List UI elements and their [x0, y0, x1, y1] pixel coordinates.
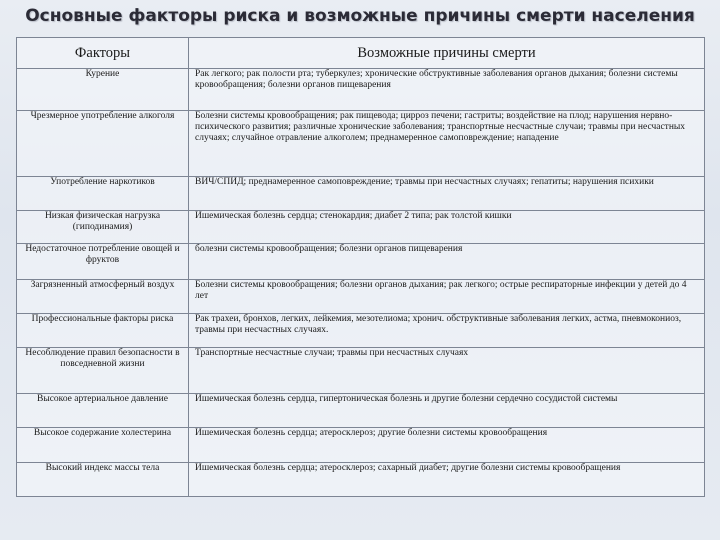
factor-cell: Высокое содержание холестерина — [17, 428, 189, 463]
factor-cell: Профессиональные факторы риска — [17, 314, 189, 348]
table-row — [17, 463, 705, 497]
cause-cell: Транспортные несчастные случаи; травмы при несчастных случаях — [189, 348, 705, 394]
factor-cell: Чрезмерное употребление алкоголя — [17, 111, 189, 177]
table-row — [17, 428, 705, 463]
table-row — [17, 69, 705, 111]
cause-cell: Болезни системы кровообращения; рак пищевода; цирроз печени; гастриты; воздействие на плод; нарушения нервно- психического развития; различные хронические заболевания; транспортные несчастные случаи; травмы при несчастных случаях; случайное отравление алкоголем; преднамеренное самоповреждение; нападение — [189, 111, 705, 177]
table-row — [17, 394, 705, 428]
cause-cell: Рак легкого; рак полости рта; туберкулез; хронические обструктивные заболевания органов дыхания; болезни системы кровообращения; болезни органов пищеварения — [189, 69, 705, 111]
table-row — [17, 280, 705, 314]
factor-cell: Высокий индекс массы тела — [17, 463, 189, 497]
cause-cell: Ишемическая болезнь сердца; атеросклероз; сахарный диабет; другие болезни системы кровообращения — [189, 463, 705, 497]
table-row — [17, 211, 705, 244]
cause-cell: Ишемическая болезнь сердца; атеросклероз; другие болезни системы кровообращения — [189, 428, 705, 463]
cause-cell: ВИЧ/СПИД; преднамеренное самоповреждение; травмы при несчастных случаях; гепатиты; нарушения психики — [189, 177, 705, 211]
factor-cell: Курение — [17, 69, 189, 111]
factor-cell: Употребление наркотиков — [17, 177, 189, 211]
table-row — [17, 244, 705, 280]
risk-factors-table — [16, 37, 705, 497]
cause-cell: Болезни системы кровообращения; болезни органов дыхания; рак легкого; острые респираторные инфекции у детей до 4 лет — [189, 280, 705, 314]
table-header-row — [17, 38, 705, 69]
table-row — [17, 177, 705, 211]
factor-cell: Низкая физическая нагрузка (гиподинамия) — [17, 211, 189, 244]
factor-cell: Несоблюдение правил безопасности в повседневной жизни — [17, 348, 189, 394]
header-factors: Факторы — [17, 38, 189, 69]
cause-cell: Рак трахеи, бронхов, легких, лейкемия, мезотелиома; хронич. обструктивные заболевания легких, астма, пневмокониоз, травмы при несчастных случаях. — [189, 314, 705, 348]
cause-cell: Ишемическая болезнь сердца, гипертоническая болезнь и другие болезни сердечно сосудистой системы — [189, 394, 705, 428]
cause-cell: Ишемическая болезнь сердца; стенокардия; диабет 2 типа; рак толстой кишки — [189, 211, 705, 244]
table-row — [17, 314, 705, 348]
factor-cell: Загрязненный атмосферный воздух — [17, 280, 189, 314]
cause-cell: болезни системы кровообращения; болезни органов пищеварения — [189, 244, 705, 280]
factor-cell: Недостаточное потребление овощей и фруктов — [17, 244, 189, 280]
page-title: Основные факторы риска и возможные причины смерти населения — [25, 6, 695, 26]
factor-cell: Высокое артериальное давление — [17, 394, 189, 428]
header-causes: Возможные причины смерти — [189, 38, 705, 69]
table-row — [17, 111, 705, 177]
table-row — [17, 348, 705, 394]
